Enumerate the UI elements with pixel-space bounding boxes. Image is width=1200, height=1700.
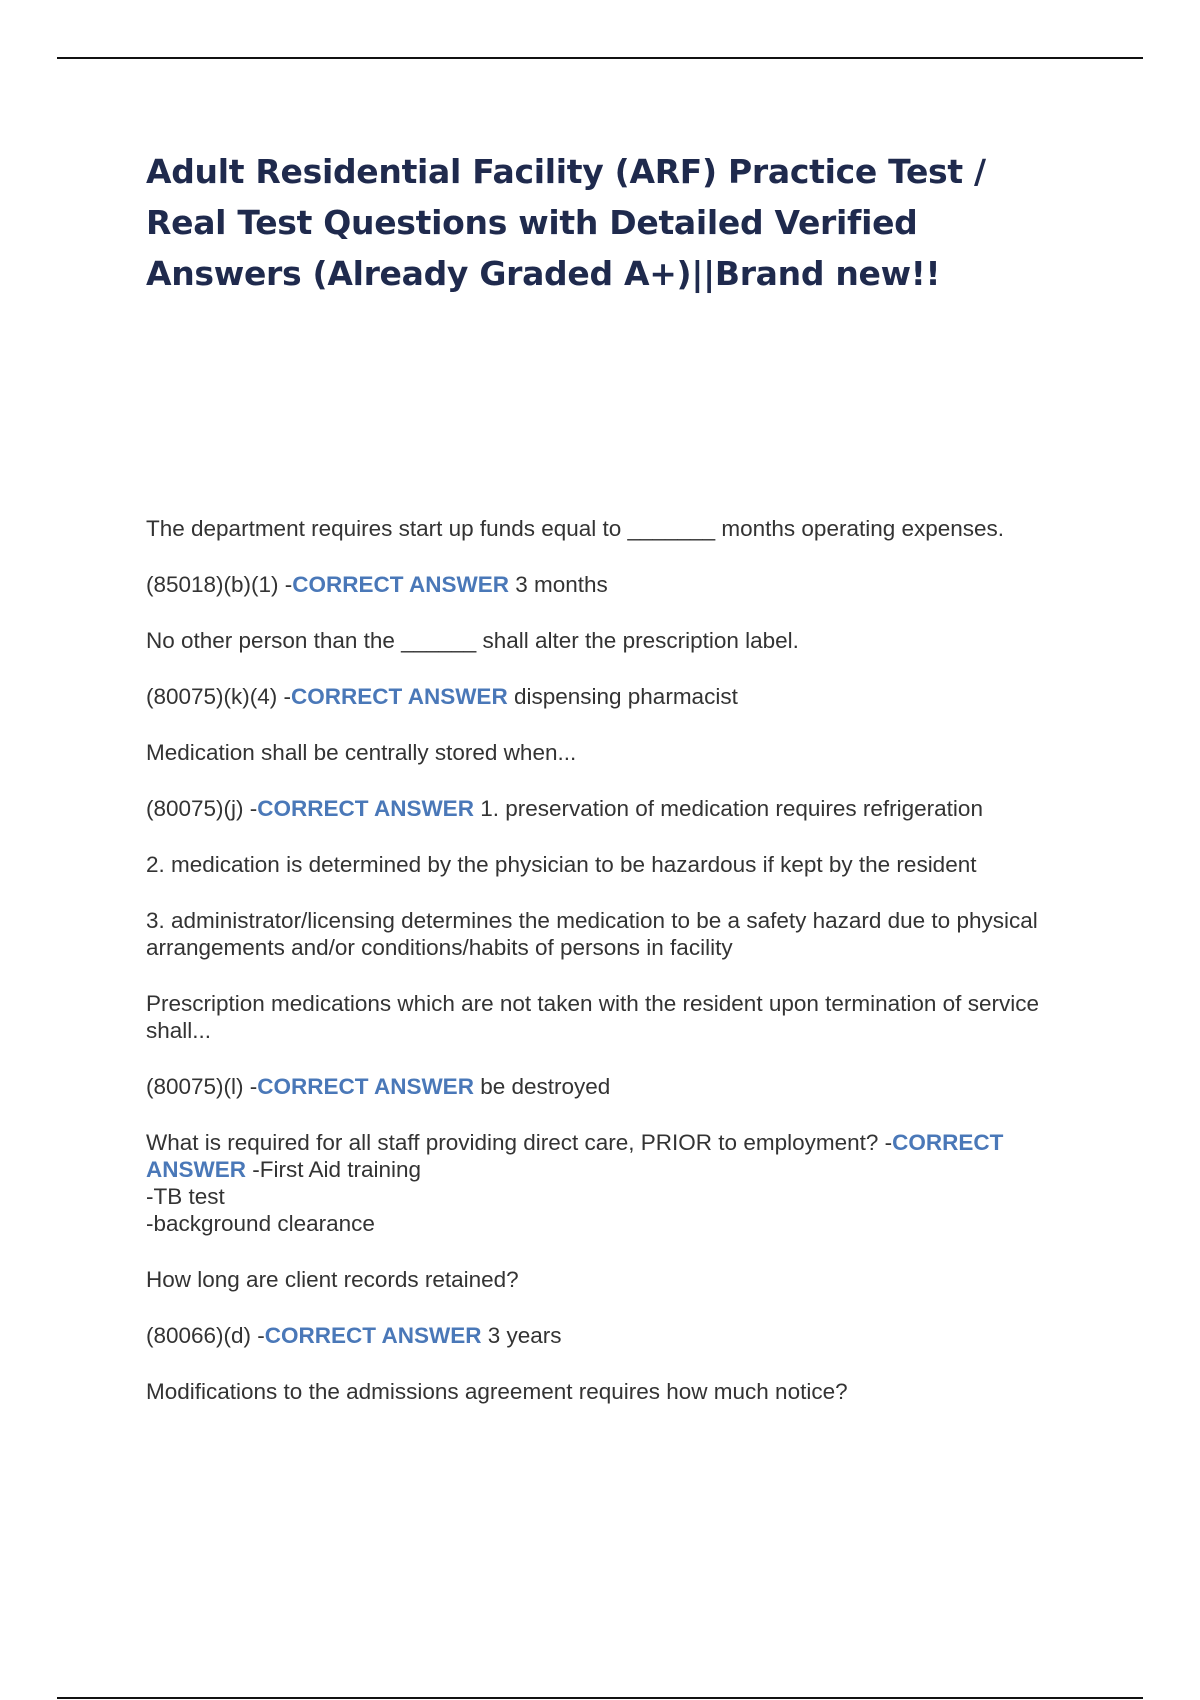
- answer-6: [146, 1322, 1086, 1349]
- correct-answer-label: CORRECT ANSWER: [257, 796, 474, 821]
- answer-3-item-2: 2. medication is determined by the physician to be hazardous if kept by the resident: [146, 852, 977, 877]
- answer-3-citation: (80075)(j) -: [146, 796, 258, 821]
- document-title: Adult Residential Facility (ARF) Practice Test / Real Test Questions with Detailed Verified Answers (Already Graded A+)||Brand new!!: [146, 152, 986, 293]
- answer-4-citation: (80075)(l) -: [146, 1074, 258, 1099]
- correct-answer-label: CORRECT ANSWER: [257, 1074, 474, 1099]
- answer-5-line-2: -TB test: [146, 1184, 225, 1209]
- answer-2-text: dispensing pharmacist: [507, 684, 738, 709]
- question-3: Medication shall be centrally stored when...: [146, 740, 577, 765]
- question-5-with-answer: [146, 1129, 1086, 1237]
- answer-4: [146, 1073, 1086, 1100]
- answer-4-text: be destroyed: [473, 1074, 611, 1099]
- bottom-rule: [57, 1697, 1143, 1699]
- answer-2: [146, 683, 1086, 710]
- question-4: Prescription medications which are not taken with the resident upon termination of service shall...: [146, 991, 1039, 1043]
- answer-1-citation: (85018)(b)(1) -: [146, 572, 293, 597]
- answer-5-line-3: -background clearance: [146, 1211, 375, 1236]
- correct-answer-label: CORRECT ANSWER: [291, 684, 508, 709]
- top-rule: [57, 57, 1143, 59]
- answer-6-text: 3 years: [481, 1323, 562, 1348]
- question-2: No other person than the ______ shall alter the prescription label.: [146, 628, 799, 653]
- question-7: Modifications to the admissions agreement requires how much notice?: [146, 1379, 848, 1404]
- answer-6-citation: (80066)(d) -: [146, 1323, 265, 1348]
- answer-3-text: 1. preservation of medication requires refrigeration: [473, 796, 983, 821]
- answer-1: [146, 571, 1086, 598]
- qa-content: [146, 515, 1086, 1434]
- answer-2-citation: (80075)(k)(4) -: [146, 684, 292, 709]
- question-6: How long are client records retained?: [146, 1267, 519, 1292]
- correct-answer-label: CORRECT ANSWER: [292, 572, 509, 597]
- correct-answer-label: CORRECT ANSWER: [264, 1323, 482, 1348]
- answer-3: [146, 795, 1086, 822]
- answer-5-text: -First Aid training: [246, 1157, 422, 1182]
- answer-1-text: 3 months: [508, 572, 608, 597]
- question-5: What is required for all staff providing direct care, PRIOR to employment? -: [146, 1130, 893, 1155]
- question-1: The department requires start up funds equal to _______ months operating expenses.: [146, 516, 1005, 541]
- correct-answer-label: CORRECT ANSWER: [146, 1130, 1004, 1182]
- answer-3-item-3: 3. administrator/licensing determines the medication to be a safety hazard due to physical arrangements and/or conditions/habits of persons in facility: [146, 908, 1038, 960]
